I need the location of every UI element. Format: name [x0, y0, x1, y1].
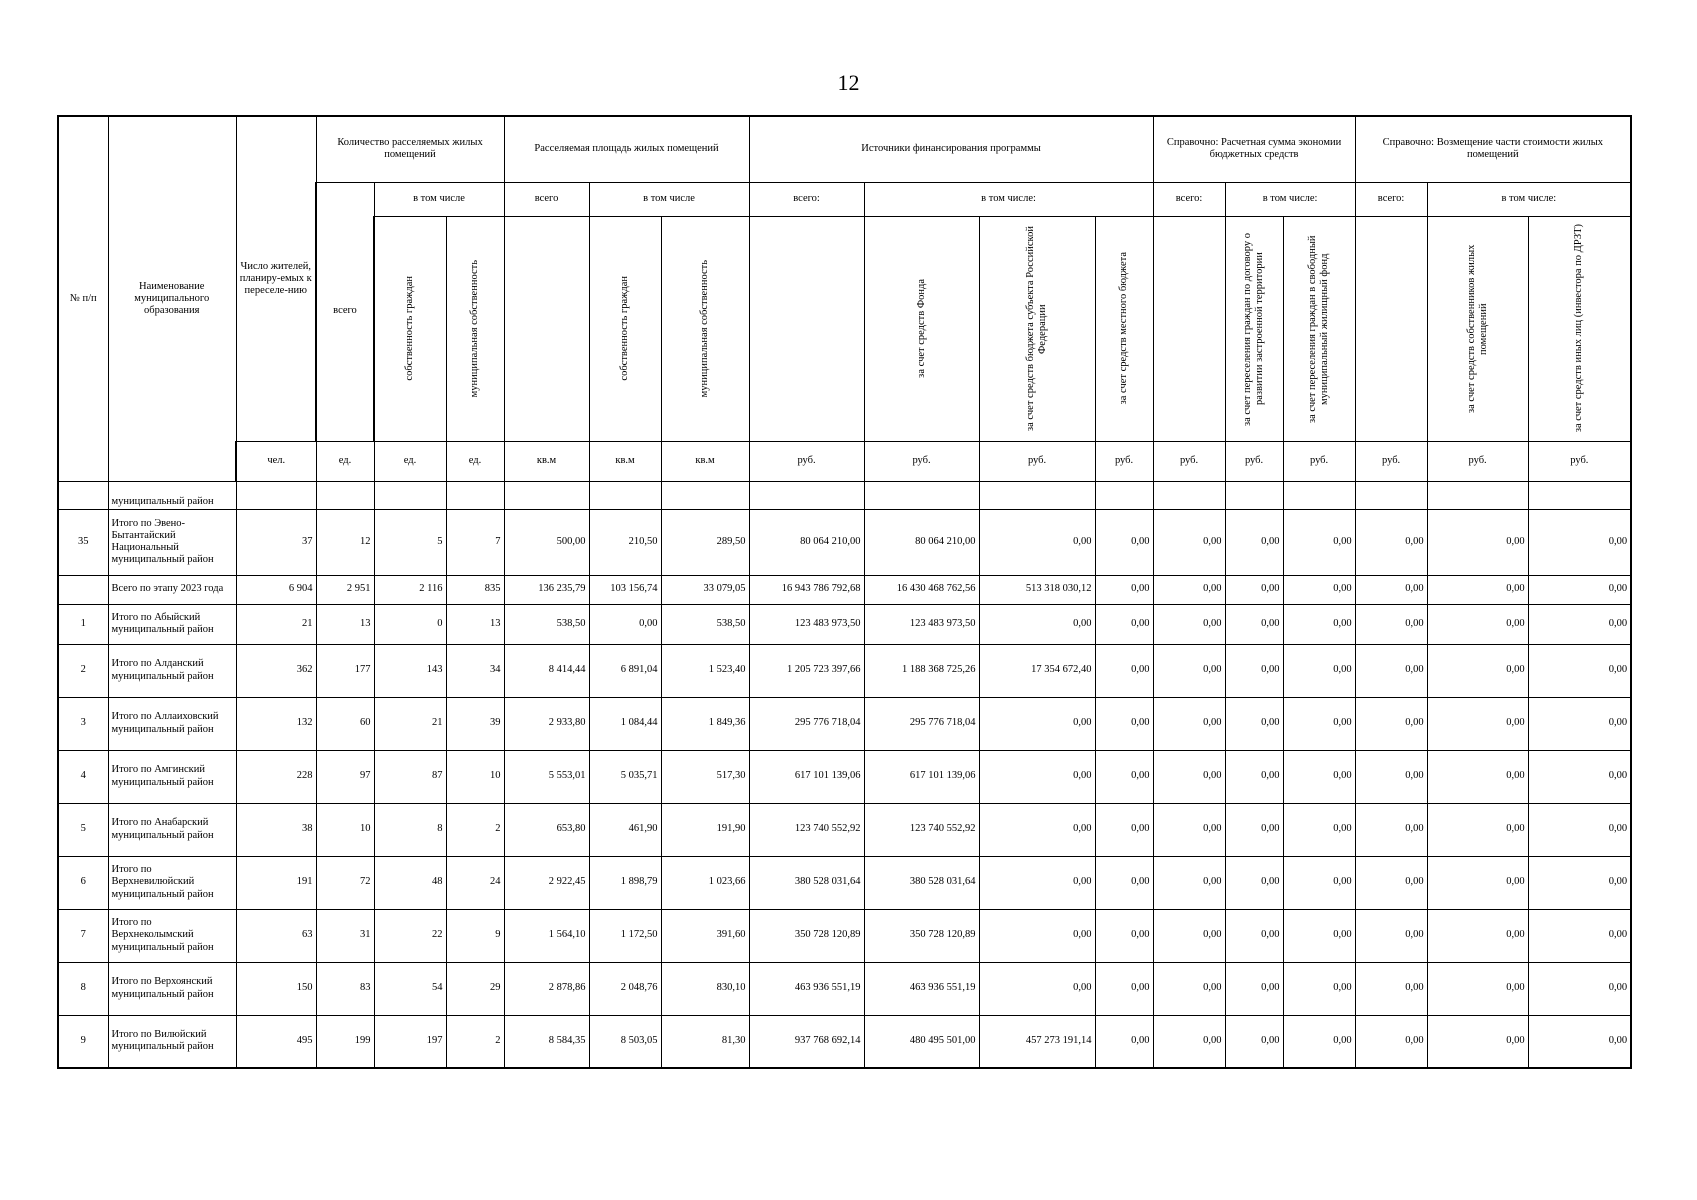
row-value: 228: [236, 750, 316, 803]
header-area-total-blank: [504, 216, 589, 441]
row-number: 4: [58, 750, 108, 803]
row-value: 463 936 551,19: [749, 962, 864, 1015]
row-value: 0,00: [1095, 962, 1153, 1015]
row-value: 0,00: [1153, 803, 1225, 856]
row-value: 0,00: [1095, 697, 1153, 750]
row-value: 177: [316, 644, 374, 697]
row-value: 0,00: [1283, 1015, 1355, 1068]
header-count-municipal: муниципальная собственность: [446, 216, 504, 441]
row-value: 0,00: [1283, 909, 1355, 962]
row-value: 21: [374, 697, 446, 750]
row-value: 123 483 973,50: [864, 604, 979, 644]
row-value: 60: [316, 697, 374, 750]
row-value: 0,00: [979, 509, 1095, 575]
resettlement-table: [57, 115, 1632, 1069]
row-value: 143: [374, 644, 446, 697]
row-value: 0,00: [1355, 575, 1427, 604]
row-value: [1153, 481, 1225, 509]
row-value: 617 101 139,06: [749, 750, 864, 803]
header-subject-budget: за счет средств бюджета субъекта Российской Федерации: [979, 216, 1095, 441]
row-value: 0,00: [1095, 803, 1153, 856]
row-value: 1 898,79: [589, 856, 661, 909]
row-value: 6 891,04: [589, 644, 661, 697]
row-value: 0,00: [1355, 697, 1427, 750]
header-local-budget: за счет средств местного бюджета: [1095, 216, 1153, 441]
row-value: 653,80: [504, 803, 589, 856]
row-value: 54: [374, 962, 446, 1015]
row-value: 0,00: [1225, 803, 1283, 856]
unit-cell: руб.: [979, 441, 1095, 481]
header-savings-free-fund: за счет переселения граждан в свободный муниципальный жилищный фонд: [1283, 216, 1355, 441]
row-value: 87: [374, 750, 446, 803]
header-refund-total-blank: [1355, 216, 1427, 441]
header-fund: за счет средств Фонда: [864, 216, 979, 441]
row-value: [589, 481, 661, 509]
row-value: 463 936 551,19: [864, 962, 979, 1015]
row-value: 0,00: [1528, 509, 1631, 575]
row-value: 2 116: [374, 575, 446, 604]
row-value: 123 483 973,50: [749, 604, 864, 644]
row-value: 830,10: [661, 962, 749, 1015]
row-value: 34: [446, 644, 504, 697]
row-value: 0,00: [1283, 644, 1355, 697]
unit-cell: ед.: [374, 441, 446, 481]
row-value: 0,00: [1153, 509, 1225, 575]
row-value: 0,00: [979, 856, 1095, 909]
row-value: 2: [446, 1015, 504, 1068]
row-value: 0,00: [1153, 697, 1225, 750]
row-name: Итого по Абыйский муниципальный район: [108, 604, 236, 644]
row-value: 0,00: [1528, 575, 1631, 604]
unit-cell: кв.м: [661, 441, 749, 481]
row-value: 0,00: [1153, 1015, 1225, 1068]
row-value: 0,00: [1427, 509, 1528, 575]
row-value: 48: [374, 856, 446, 909]
row-value: 8 584,35: [504, 1015, 589, 1068]
row-value: 538,50: [661, 604, 749, 644]
row-value: 295 776 718,04: [864, 697, 979, 750]
row-value: 0,00: [979, 962, 1095, 1015]
header-savings-contract: за счет переселения граждан по договору о развитии застроенной территории: [1225, 216, 1283, 441]
row-value: 8 503,05: [589, 1015, 661, 1068]
row-value: 22: [374, 909, 446, 962]
row-value: 37: [236, 509, 316, 575]
row-value: 191,90: [661, 803, 749, 856]
row-value: 1 188 368 725,26: [864, 644, 979, 697]
row-value: 97: [316, 750, 374, 803]
row-value: 0,00: [1283, 962, 1355, 1015]
table-row: [58, 962, 1631, 1015]
row-value: 2 048,76: [589, 962, 661, 1015]
row-value: 197: [374, 1015, 446, 1068]
row-value: 39: [446, 697, 504, 750]
row-value: 362: [236, 644, 316, 697]
row-name: Итого по Верхоянский муниципальный район: [108, 962, 236, 1015]
row-number: 35: [58, 509, 108, 575]
header-num: № п/п: [58, 116, 108, 481]
unit-cell: руб.: [749, 441, 864, 481]
row-value: 0,00: [1153, 856, 1225, 909]
row-value: 0,00: [1427, 1015, 1528, 1068]
header-savings-including: в том числе:: [1225, 182, 1355, 216]
row-value: 10: [446, 750, 504, 803]
row-value: 391,60: [661, 909, 749, 962]
table-row: [58, 575, 1631, 604]
header-area-municipal: муниципальная собственность: [661, 216, 749, 441]
row-value: 0,00: [1355, 856, 1427, 909]
row-value: 0,00: [1427, 909, 1528, 962]
row-value: [504, 481, 589, 509]
row-name: Итого по Аллаиховский муниципальный район: [108, 697, 236, 750]
row-value: 0,00: [1225, 575, 1283, 604]
row-value: 10: [316, 803, 374, 856]
row-value: 0,00: [1225, 509, 1283, 575]
row-value: 1 564,10: [504, 909, 589, 962]
units-row: [58, 441, 1631, 481]
row-value: 6 904: [236, 575, 316, 604]
row-value: 8: [374, 803, 446, 856]
row-value: 617 101 139,06: [864, 750, 979, 803]
header-savings-total-blank: [1153, 216, 1225, 441]
row-value: 0,00: [1225, 750, 1283, 803]
header-area-total: всего: [504, 182, 589, 216]
row-value: 136 235,79: [504, 575, 589, 604]
row-value: 103 156,74: [589, 575, 661, 604]
row-number: 3: [58, 697, 108, 750]
row-value: 289,50: [661, 509, 749, 575]
table-row: [58, 604, 1631, 644]
row-number: 7: [58, 909, 108, 962]
header-finance-total: всего:: [749, 182, 864, 216]
row-value: [1225, 481, 1283, 509]
header-count-total: всего: [316, 182, 374, 441]
row-name: Итого по Амгинский муниципальный район: [108, 750, 236, 803]
row-value: [1283, 481, 1355, 509]
row-value: 31: [316, 909, 374, 962]
row-value: 0,00: [1355, 962, 1427, 1015]
row-name: Итого по Верхневилюйский муниципальный район: [108, 856, 236, 909]
row-value: 29: [446, 962, 504, 1015]
row-value: 83: [316, 962, 374, 1015]
row-value: 0,00: [979, 697, 1095, 750]
row-value: 0,00: [1095, 856, 1153, 909]
row-value: 0,00: [1528, 750, 1631, 803]
row-value: 1 084,44: [589, 697, 661, 750]
row-value: [1355, 481, 1427, 509]
row-value: 7: [446, 509, 504, 575]
row-value: 0,00: [1153, 575, 1225, 604]
table-row: [58, 509, 1631, 575]
row-value: 1 849,36: [661, 697, 749, 750]
row-value: 0,00: [1095, 509, 1153, 575]
row-value: 0: [374, 604, 446, 644]
row-value: 0,00: [1153, 750, 1225, 803]
row-value: 0,00: [1528, 962, 1631, 1015]
table-row: [58, 481, 1631, 509]
row-value: 0,00: [1283, 856, 1355, 909]
row-value: 0,00: [1283, 575, 1355, 604]
header-name: Наименование муниципального образования: [108, 116, 236, 481]
header-refund-including: в том числе:: [1427, 182, 1631, 216]
unit-cell: руб.: [1427, 441, 1528, 481]
row-value: 2 933,80: [504, 697, 589, 750]
row-value: 63: [236, 909, 316, 962]
row-value: 0,00: [1427, 644, 1528, 697]
row-value: 495: [236, 1015, 316, 1068]
row-value: 0,00: [1528, 697, 1631, 750]
row-value: 2 951: [316, 575, 374, 604]
row-value: 0,00: [1153, 604, 1225, 644]
row-value: 0,00: [1355, 509, 1427, 575]
row-value: 457 273 191,14: [979, 1015, 1095, 1068]
row-value: 0,00: [1427, 697, 1528, 750]
row-value: 835: [446, 575, 504, 604]
row-value: 123 740 552,92: [864, 803, 979, 856]
table-body: [58, 481, 1631, 1068]
header-refund-total: всего:: [1355, 182, 1427, 216]
row-value: [864, 481, 979, 509]
row-value: 2 878,86: [504, 962, 589, 1015]
row-value: 0,00: [1355, 1015, 1427, 1068]
header-group-refund: Справочно: Возмещение части стоимости жилых помещений: [1355, 116, 1631, 182]
row-value: 0,00: [1225, 604, 1283, 644]
header-savings-total: всего:: [1153, 182, 1225, 216]
row-value: 150: [236, 962, 316, 1015]
row-value: 21: [236, 604, 316, 644]
row-value: 38: [236, 803, 316, 856]
row-value: 80 064 210,00: [749, 509, 864, 575]
row-value: 0,00: [979, 604, 1095, 644]
row-value: [661, 481, 749, 509]
row-value: 24: [446, 856, 504, 909]
unit-cell: ед.: [446, 441, 504, 481]
row-value: 0,00: [1225, 962, 1283, 1015]
row-value: 72: [316, 856, 374, 909]
row-value: 461,90: [589, 803, 661, 856]
row-value: 0,00: [1283, 697, 1355, 750]
row-value: 0,00: [1427, 856, 1528, 909]
unit-cell: руб.: [1225, 441, 1283, 481]
row-value: 350 728 120,89: [864, 909, 979, 962]
row-number: 5: [58, 803, 108, 856]
row-value: [1528, 481, 1631, 509]
header-finance-including: в том числе:: [864, 182, 1153, 216]
row-value: 937 768 692,14: [749, 1015, 864, 1068]
row-value: 0,00: [1095, 1015, 1153, 1068]
row-value: 0,00: [1283, 803, 1355, 856]
row-value: 0,00: [1153, 644, 1225, 697]
row-value: 5: [374, 509, 446, 575]
row-value: [979, 481, 1095, 509]
row-value: 0,00: [1225, 909, 1283, 962]
row-number: [58, 481, 108, 509]
row-value: 0,00: [1528, 604, 1631, 644]
row-value: 0,00: [1355, 803, 1427, 856]
row-value: 0,00: [1095, 750, 1153, 803]
row-value: 8 414,44: [504, 644, 589, 697]
unit-cell: руб.: [864, 441, 979, 481]
row-value: [316, 481, 374, 509]
header-refund-others: за счет средств иных лиц (инвестора по ДРЗТ): [1528, 216, 1631, 441]
table-row: [58, 856, 1631, 909]
row-value: 199: [316, 1015, 374, 1068]
row-value: 0,00: [1225, 697, 1283, 750]
row-name: Итого по Алданский муниципальный район: [108, 644, 236, 697]
row-number: 1: [58, 604, 108, 644]
row-name: Итого по Анабарский муниципальный район: [108, 803, 236, 856]
row-name: Итого по Вилюйский муниципальный район: [108, 1015, 236, 1068]
unit-cell: кв.м: [504, 441, 589, 481]
row-value: 0,00: [1427, 962, 1528, 1015]
header-group-finance: Источники финансирования программы: [749, 116, 1153, 182]
table-row: [58, 644, 1631, 697]
row-value: 380 528 031,64: [864, 856, 979, 909]
row-value: 2 922,45: [504, 856, 589, 909]
row-value: 0,00: [1528, 803, 1631, 856]
row-value: 12: [316, 509, 374, 575]
unit-cell: руб.: [1153, 441, 1225, 481]
row-name: Итого по Эвено-Бытантайский Национальный муниципальный район: [108, 509, 236, 575]
row-value: 0,00: [979, 909, 1095, 962]
row-value: 517,30: [661, 750, 749, 803]
row-value: 0,00: [1283, 750, 1355, 803]
row-value: 0,00: [1528, 644, 1631, 697]
row-value: 0,00: [979, 803, 1095, 856]
row-value: 0,00: [589, 604, 661, 644]
row-value: 0,00: [1225, 644, 1283, 697]
header-count-private: собственность граждан: [374, 216, 446, 441]
row-value: 9: [446, 909, 504, 962]
row-value: 0,00: [1427, 604, 1528, 644]
unit-cell: руб.: [1528, 441, 1631, 481]
row-value: 1 523,40: [661, 644, 749, 697]
row-value: 5 035,71: [589, 750, 661, 803]
row-name: муниципальный район: [108, 481, 236, 509]
row-value: 0,00: [1283, 509, 1355, 575]
unit-cell: чел.: [236, 441, 316, 481]
row-value: 295 776 718,04: [749, 697, 864, 750]
row-value: 17 354 672,40: [979, 644, 1095, 697]
row-value: 0,00: [1095, 604, 1153, 644]
row-value: 0,00: [1528, 856, 1631, 909]
row-value: [1095, 481, 1153, 509]
row-value: 123 740 552,92: [749, 803, 864, 856]
row-value: 13: [316, 604, 374, 644]
row-number: 6: [58, 856, 108, 909]
row-value: 0,00: [1355, 909, 1427, 962]
unit-cell: кв.м: [589, 441, 661, 481]
row-value: 80 064 210,00: [864, 509, 979, 575]
row-value: 0,00: [979, 750, 1095, 803]
row-value: 0,00: [1528, 1015, 1631, 1068]
row-value: 33 079,05: [661, 575, 749, 604]
row-value: 0,00: [1427, 803, 1528, 856]
table-row: [58, 750, 1631, 803]
table-row: [58, 697, 1631, 750]
row-name: Итого по Верхнеколымский муниципальный район: [108, 909, 236, 962]
unit-cell: руб.: [1283, 441, 1355, 481]
row-value: 350 728 120,89: [749, 909, 864, 962]
row-value: 0,00: [1528, 909, 1631, 962]
row-value: [749, 481, 864, 509]
header-group-savings: Справочно: Расчетная сумма экономии бюджетных средств: [1153, 116, 1355, 182]
row-value: 480 495 501,00: [864, 1015, 979, 1068]
row-value: 513 318 030,12: [979, 575, 1095, 604]
page-number: 12: [837, 70, 860, 95]
row-value: 0,00: [1225, 856, 1283, 909]
row-value: 210,50: [589, 509, 661, 575]
row-value: 0,00: [1355, 750, 1427, 803]
row-value: [446, 481, 504, 509]
row-value: 0,00: [1283, 604, 1355, 644]
header-residents: Число жителей, планиру-емых к переселе-нию: [236, 116, 316, 441]
row-value: 1 172,50: [589, 909, 661, 962]
header-area-including: в том числе: [589, 182, 749, 216]
row-number: 8: [58, 962, 108, 1015]
header-refund-owners: за счет средств собственников жилых помещений: [1427, 216, 1528, 441]
row-number: 9: [58, 1015, 108, 1068]
row-value: 191: [236, 856, 316, 909]
row-value: 0,00: [1427, 575, 1528, 604]
header-count-including: в том числе: [374, 182, 504, 216]
row-value: 538,50: [504, 604, 589, 644]
row-value: 0,00: [1427, 750, 1528, 803]
row-value: 0,00: [1153, 909, 1225, 962]
row-value: 13: [446, 604, 504, 644]
row-value: 1 205 723 397,66: [749, 644, 864, 697]
unit-cell: руб.: [1095, 441, 1153, 481]
row-value: 16 943 786 792,68: [749, 575, 864, 604]
row-value: [1427, 481, 1528, 509]
table-row: [58, 1015, 1631, 1068]
header-group-area: Расселяемая площадь жилых помещений: [504, 116, 749, 182]
table-row: [58, 909, 1631, 962]
table-row: [58, 803, 1631, 856]
row-value: [374, 481, 446, 509]
row-value: 0,00: [1095, 909, 1153, 962]
header-group-count: Количество расселяемых жилых помещений: [316, 116, 504, 182]
row-number: [58, 575, 108, 604]
row-value: 81,30: [661, 1015, 749, 1068]
row-value: 0,00: [1355, 644, 1427, 697]
row-value: 0,00: [1225, 1015, 1283, 1068]
unit-cell: ед.: [316, 441, 374, 481]
row-value: 500,00: [504, 509, 589, 575]
row-name: Всего по этапу 2023 года: [108, 575, 236, 604]
row-value: 16 430 468 762,56: [864, 575, 979, 604]
row-value: 0,00: [1095, 575, 1153, 604]
row-value: 0,00: [1095, 644, 1153, 697]
row-value: 380 528 031,64: [749, 856, 864, 909]
row-value: 0,00: [1355, 604, 1427, 644]
row-value: 2: [446, 803, 504, 856]
header-finance-total-blank: [749, 216, 864, 441]
row-number: 2: [58, 644, 108, 697]
row-value: [236, 481, 316, 509]
row-value: 0,00: [1153, 962, 1225, 1015]
row-value: 1 023,66: [661, 856, 749, 909]
unit-cell: руб.: [1355, 441, 1427, 481]
header-area-private: собственность граждан: [589, 216, 661, 441]
row-value: 132: [236, 697, 316, 750]
row-value: 5 553,01: [504, 750, 589, 803]
